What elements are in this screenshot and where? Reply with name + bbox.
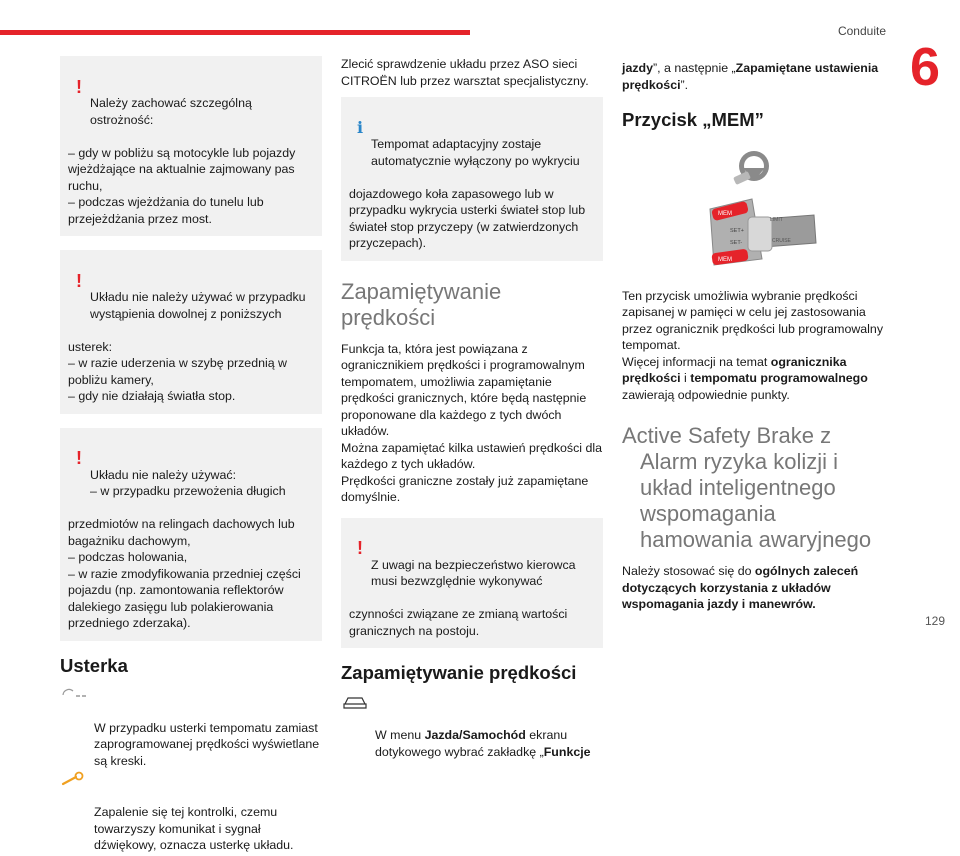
section-title: Conduite bbox=[837, 24, 886, 38]
warning-text: czynności związane ze zmianą wartości granicznych na postoju. bbox=[349, 607, 568, 638]
warning-text: Z uwagi na bezpieczeństwo kierowca musi bezwzględnie wykonywać bbox=[371, 557, 576, 588]
steering-lever-illustration bbox=[622, 141, 884, 281]
warning-text: Należy zachować szczególną ostrożność: bbox=[90, 96, 252, 127]
column-2 bbox=[341, 56, 603, 762]
menu-paragraph: W menu Jazda/Samochód ekranu dotykowego wybrać zakładkę „Funkcje bbox=[341, 694, 603, 760]
page-number: 129 bbox=[924, 614, 945, 628]
paragraph: Zlecić sprawdzenie układu przez ASO sieci CITROËN lub przez warsztat specjalistyczny. bbox=[341, 57, 589, 88]
car-icon bbox=[341, 694, 371, 710]
mem-label: MEM bbox=[718, 211, 732, 217]
header-accent-bar bbox=[0, 30, 470, 35]
column-1 bbox=[60, 56, 322, 856]
chapter-number: 6 bbox=[909, 37, 941, 97]
warning-box bbox=[60, 56, 322, 236]
info-icon: i bbox=[356, 117, 364, 137]
paragraph: Należy stosować się do ogólnych zaleceń dotyczących korzystania z układów wspomagania jazdy i manewrów. bbox=[622, 564, 859, 611]
section-heading: Active Safety Brake z Alarm ryzyka kolizji i układ inteligentnego wspomagania hamowania awaryjnego bbox=[622, 423, 872, 552]
warning-text: Układu nie należy używać: – w przypadku przewożenia długich bbox=[90, 467, 286, 498]
usterka-paragraph: Zapalenie się tej kontrolki, czemu towarzyszy komunikat i sygnał dźwiękowy, oznacza usterkę układu. bbox=[60, 771, 322, 854]
info-text: dojazdowego koła zapasowego lub w przypadku wykrycia usterki świateł stop lub świateł stop przyczepy (w zatwierdzonych przyczepach). bbox=[349, 186, 586, 250]
warning-text: usterek: – w razie uderzenia w szybę przednią w pobliżu kamery, – gdy nie działają światła stop. bbox=[68, 339, 288, 403]
section-heading: Przycisk „MEM” bbox=[622, 109, 764, 130]
section-heading: Zapamiętywanie prędkości bbox=[341, 662, 577, 683]
warning-icon: ! bbox=[357, 538, 363, 558]
warning-icon: ! bbox=[76, 270, 82, 291]
paragraph: Więcej informacji na temat ogranicznika prędkości i tempomatu programowalnego zawierają odpowiednie punkty. bbox=[622, 354, 868, 402]
paragraph: Funkcja ta, która jest powiązana z ogranicznikiem prędkości i programowalnym tempomatem, umożliwia zapamiętanie prędkości granicznych, które będą następnie proponowane dla każdego z tych dwóch układów. Można zapamiętać kilka ustawień prędkości dla każdego z tych układów. Prędkości graniczne zostały już zapamiętane domyślnie. bbox=[341, 341, 603, 504]
column-3 bbox=[622, 60, 884, 613]
usterka-paragraph: W przypadku usterki tempomatu zamiast zaprogramowanej prędkości wyświetlane są kreski. bbox=[60, 687, 322, 770]
warning-box bbox=[60, 250, 322, 414]
mem-label: MEM bbox=[718, 257, 732, 263]
warning-box bbox=[60, 428, 322, 641]
cruise-dashes-icon bbox=[60, 687, 90, 703]
set-minus-label: SET- bbox=[730, 240, 743, 246]
warning-text: Układu nie należy używać w przypadku wystąpienia dowolnej z poniższych bbox=[90, 290, 306, 321]
service-wrench-icon bbox=[60, 771, 90, 787]
section-heading: Usterka bbox=[60, 654, 128, 676]
info-text: Tempomat adaptacyjny zostaje automatycznie wyłączony po wykryciu bbox=[371, 137, 580, 168]
section-heading: Zapamiętywanie prędkości bbox=[341, 278, 502, 330]
paragraph: jazdy”, a następnie „Zapamiętane ustawienia prędkości”. bbox=[622, 61, 879, 92]
cruise-label: CRUISE bbox=[772, 238, 791, 244]
paragraph: Ten przycisk umożliwia wybranie prędkości zapisanej w pamięci w celu jej zastosowania przez ogranicznik prędkości lub programowalny tempomat. bbox=[622, 288, 884, 352]
warning-text: – gdy w pobliżu są motocykle lub pojazdy wjeżdżające na aktualnie zajmowany pas ruchu, – podczas wjeżdżania do tunelu lub przejeżdżania przez most. bbox=[68, 145, 296, 226]
warning-box bbox=[341, 518, 603, 649]
limit-label: LIMIT bbox=[770, 217, 783, 223]
warning-icon: ! bbox=[76, 448, 82, 468]
steering-wheel-icon bbox=[733, 151, 769, 185]
set-plus-label: SET+ bbox=[730, 228, 744, 234]
warning-icon: ! bbox=[76, 76, 82, 97]
info-box bbox=[341, 97, 603, 261]
warning-text: przedmiotów na relingach dachowych lub bagażniku dachowym, – podczas holowania, – w razie zmodyfikowania przedniej części pojazdu (np. zamontowania reflektorów dalekiego zasięgu lub polakierowania przedniego zderzaka). bbox=[68, 517, 301, 630]
